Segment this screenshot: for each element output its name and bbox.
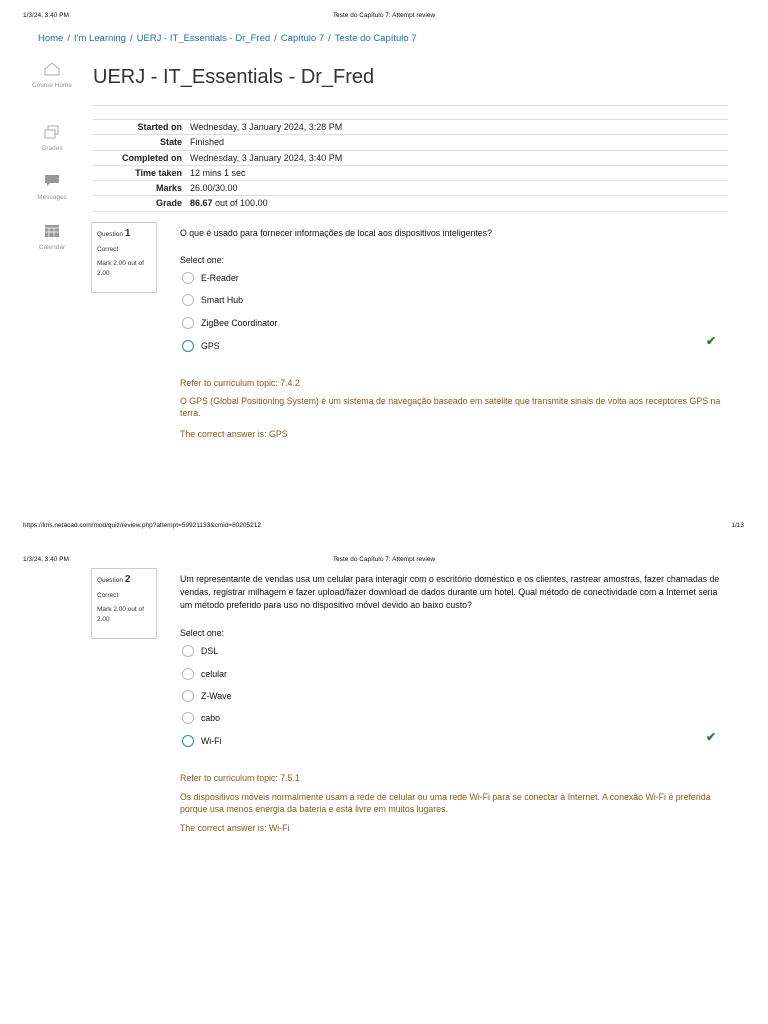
radio-button[interactable] xyxy=(182,294,194,306)
print-header-title: Teste do Capítulo 7: Attempt review xyxy=(332,12,436,19)
radio-button-selected[interactable] xyxy=(182,735,194,747)
answer-option[interactable] xyxy=(182,272,239,284)
answer-option-label: Z-Wave xyxy=(201,691,232,701)
radio-button-selected[interactable] xyxy=(182,340,194,352)
question-text: Um representante de vendas usa um celular para interagir com o escritório doméstico e os clientes, rastrear amostras, fazer chamadas de vendas, registrar milhagem e fazer upload/fazer download de dados durante um hotel. Qual método de conectividade com a Internet seria um método preferido para uso no dispositivo móvel devido ao baixo custo? xyxy=(180,574,720,610)
grades-icon xyxy=(44,125,60,139)
summary-value: Finished xyxy=(190,135,728,150)
grade-value: 86.67 xyxy=(190,198,213,209)
summary-key: Grade xyxy=(93,196,190,211)
radio-button[interactable] xyxy=(182,690,194,702)
answer-option[interactable] xyxy=(182,294,243,306)
breadcrumb-im-learning[interactable]: I'm Learning xyxy=(73,33,126,44)
answer-option-label: Smart Hub xyxy=(201,295,244,305)
breadcrumb-home[interactable]: Home xyxy=(38,33,64,44)
sidebar-item-grades[interactable] xyxy=(30,125,74,153)
question-status: Correct xyxy=(97,592,119,599)
title-divider xyxy=(93,105,728,106)
sidebar-item-course-home[interactable] xyxy=(30,62,74,90)
answer-option[interactable] xyxy=(182,712,220,724)
summary-row xyxy=(93,120,728,135)
breadcrumb-quiz[interactable]: Teste do Capítulo 7 xyxy=(334,33,417,44)
sidebar-item-label: Course Home xyxy=(31,82,73,89)
radio-button[interactable] xyxy=(182,712,194,724)
print-header-date: 1/3/24, 3:40 PM xyxy=(23,556,69,563)
radio-button[interactable] xyxy=(182,668,194,680)
answer-option[interactable] xyxy=(182,668,227,680)
summary-row xyxy=(93,196,728,211)
sidebar-item-label: Calendar xyxy=(38,244,66,251)
grade-suffix: out of 100.00 xyxy=(212,198,268,209)
summary-value: Wednesday, 3 January 2024, 3:40 PM xyxy=(190,150,728,165)
checkmark-icon: ✔ xyxy=(706,730,717,744)
sidebar-item-label: Grades xyxy=(41,145,63,152)
breadcrumb-separator: / xyxy=(328,33,331,44)
answer-option-label: DSL xyxy=(201,646,219,656)
question-text: O que é usado para fornecer informações de local aos dispositivos inteligentes? xyxy=(180,228,492,238)
breadcrumb-separator: / xyxy=(274,33,277,44)
answer-option-label: E-Reader xyxy=(201,273,239,283)
home-icon xyxy=(44,62,60,76)
correct-answer: The correct answer is: GPS xyxy=(180,429,288,439)
answer-option-selected[interactable] xyxy=(182,340,220,352)
summary-row xyxy=(93,135,728,150)
page-title: UERJ - IT_Essentials - Dr_Fred xyxy=(93,66,375,88)
breadcrumb-separator: / xyxy=(67,33,70,44)
print-header-date: 1/3/24, 3:40 PM xyxy=(23,12,69,19)
answer-option[interactable] xyxy=(182,690,231,702)
summary-row xyxy=(93,181,728,196)
checkmark-icon: ✔ xyxy=(706,334,717,348)
answer-option[interactable] xyxy=(182,645,218,657)
feedback-text: O GPS (Global Positioning System) é um sistema de navegação baseado em satélite que transmite sinais de volta aos receptores GPS na terra. xyxy=(180,396,721,418)
question-info-box xyxy=(91,222,157,293)
answer-option-label: cabo xyxy=(201,713,221,723)
breadcrumb-separator: / xyxy=(129,33,133,44)
sidebar-item-label: Messages xyxy=(37,194,67,201)
sidebar-item-messages[interactable] xyxy=(30,174,74,202)
summary-value xyxy=(190,196,728,211)
summary-key: Marks xyxy=(93,181,190,196)
breadcrumb-course[interactable]: UERJ - IT_Essentials - Dr_Fred xyxy=(136,33,271,44)
feedback-text: Os dispositivos móveis normalmente usam a rede de celular ou uma rede Wi-Fi para se conectar à Internet. A conexão Wi-Fi é preferida porque usa menos energia da bateria e está livre em muitos lugares. xyxy=(180,792,711,814)
calendar-icon xyxy=(44,224,60,238)
radio-button[interactable] xyxy=(182,317,194,329)
question-info-box xyxy=(91,568,157,639)
summary-value: 12 mins 1 sec xyxy=(190,165,728,180)
feedback-topic: Refer to curriculum topic: 7.5.1 xyxy=(180,773,300,783)
question-label: Question xyxy=(97,577,124,584)
radio-button[interactable] xyxy=(182,645,194,657)
select-one-label: Select one: xyxy=(180,628,225,638)
summary-row xyxy=(93,150,728,165)
radio-button[interactable] xyxy=(182,272,194,284)
question-label: Question xyxy=(97,231,124,238)
summary-value: Wednesday, 3 January 2024, 3:28 PM xyxy=(190,120,728,135)
summary-key: Completed on xyxy=(93,150,190,165)
correct-answer: The correct answer is: Wi-Fi xyxy=(180,823,290,833)
answer-option-selected[interactable] xyxy=(182,735,222,747)
print-footer-page-number: 1/13 xyxy=(731,522,744,529)
messages-icon xyxy=(44,174,60,188)
answer-option-label: GPS xyxy=(201,341,220,351)
answer-option-label: celular xyxy=(201,669,227,679)
summary-key: State xyxy=(93,135,190,150)
breadcrumb-chapter[interactable]: Capítulo 7 xyxy=(280,33,325,44)
question-mark: Mark 2.00 out of 2.00 xyxy=(97,259,144,277)
summary-key: Time taken xyxy=(93,165,190,180)
summary-key: Started on xyxy=(93,120,190,135)
print-footer-url: https://lms.netacad.com/mod/quiz/review.php?attempt=59921133&cmid=80205212 xyxy=(23,522,262,529)
question-number: 1 xyxy=(124,228,131,239)
select-one-label: Select one: xyxy=(180,255,225,265)
answer-option-label: ZigBee Coordinator xyxy=(201,318,278,328)
question-status: Correct xyxy=(97,246,119,253)
answer-option-label: Wi-Fi xyxy=(201,736,222,746)
attempt-summary-table xyxy=(93,119,728,212)
sidebar-item-calendar[interactable] xyxy=(30,224,74,252)
answer-option[interactable] xyxy=(182,317,277,329)
feedback-topic: Refer to curriculum topic: 7.4.2 xyxy=(180,378,300,388)
summary-value: 26.00/30.00 xyxy=(190,181,728,196)
summary-row xyxy=(93,165,728,180)
breadcrumb xyxy=(38,33,417,44)
question-number: 2 xyxy=(124,574,131,585)
print-header-title: Teste do Capítulo 7: Attempt review xyxy=(332,556,436,563)
question-mark: Mark 2.00 out of 2.00 xyxy=(97,605,144,623)
